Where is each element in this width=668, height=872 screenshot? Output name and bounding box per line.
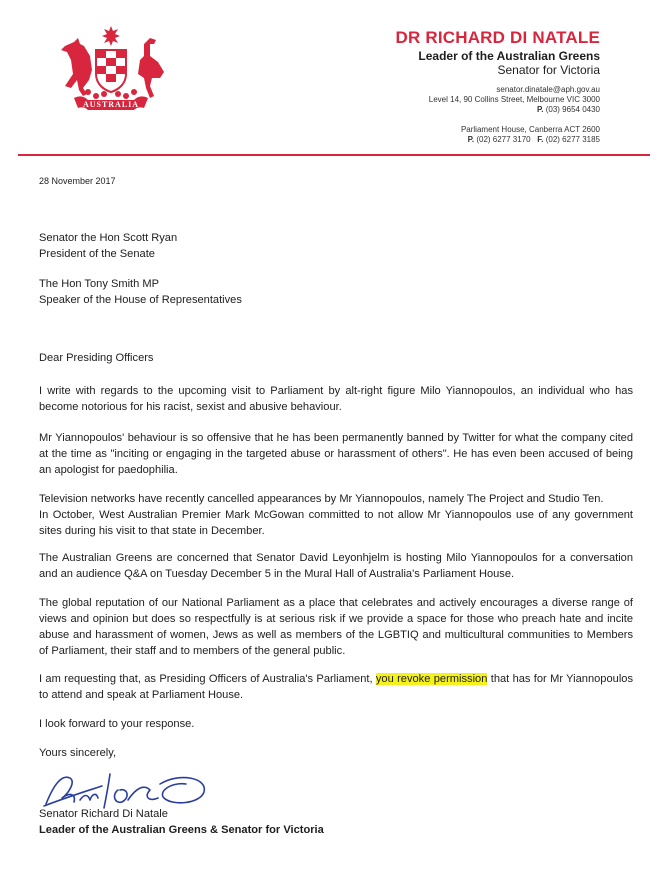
contact-details-canberra <box>395 125 600 145</box>
recipient-1-name: Senator the Hon Scott Ryan <box>39 232 178 244</box>
paragraph-6 <box>39 671 633 703</box>
sender-name: DR RICHARD DI NATALE <box>395 28 600 47</box>
paragraph-6-after: that has for Mr Yiannopoulos to attend and speak at Parliament House. <box>39 673 633 701</box>
email-address: senator.dinatale@aph.gov.au <box>496 85 600 94</box>
phone-label: P. <box>536 105 544 114</box>
phone-label: P. <box>467 135 475 144</box>
contact-details-melbourne <box>395 85 600 115</box>
paragraph-5: The global reputation of our National Parliament as a place that celebrates and actively encourages a diverse range of views and opinion but does so respectfully is at serious risk if we provide a space for those who preach hate and incite abuse and harassment of women, Jews as well as members of the LGBTIQ and multicultural communities to Members of Parliament, their staff and to members of the general public. <box>39 597 633 657</box>
recipient-1 <box>39 230 633 262</box>
parliament-phone-fax <box>395 135 600 145</box>
sender-role: Senator for Victoria <box>497 63 600 77</box>
sender-title: Leader of the Australian Greens <box>418 49 600 63</box>
crest-label: AUSTRALIA <box>82 100 140 109</box>
parliament-address: Parliament House, Canberra ACT 2600 <box>460 125 600 134</box>
paragraph-3-rest: In October, West Australian Premier Mark McGowan committed to not allow Mr Yiannopoulos use of any government sites during his visit to that state in December. <box>39 509 633 537</box>
letterhead-divider <box>18 154 650 156</box>
highlighted-request: you revoke permission <box>375 673 488 685</box>
recipient-2-title: Speaker of the House of Representatives <box>39 294 242 306</box>
closing: Yours sincerely, <box>39 747 117 759</box>
paragraph-7: I look forward to your response. <box>39 718 195 730</box>
office-phone <box>395 105 600 115</box>
phone-number: (02) 6277 3170 <box>476 135 531 144</box>
recipient-1-title: President of the Senate <box>39 248 155 260</box>
letter-date: 28 November 2017 <box>39 176 116 186</box>
letterhead-sender-block <box>395 28 600 145</box>
recipient-2 <box>39 276 633 308</box>
office-address: Level 14, 90 Collins Street, Melbourne VIC 3000 <box>428 95 600 104</box>
fax-number: (02) 6277 3185 <box>545 135 600 144</box>
phone-number: (03) 9654 0430 <box>545 105 600 114</box>
recipient-2-name: The Hon Tony Smith MP <box>39 278 160 290</box>
paragraph-3-line-1: Television networks have recently cancelled appearances by Mr Yiannopoulos, namely The Project and Studio Ten. <box>39 493 604 505</box>
paragraph-4: The Australian Greens are concerned that Senator David Leyonhjelm is hosting Milo Yiannopoulos for a conversation and an audience Q&A on Tuesday December 5 in the Mural Hall of Australia's Parliament House. <box>39 552 633 580</box>
paragraph-1: I write with regards to the upcoming visit to Parliament by alt-right figure Milo Yiannopoulos, an individual who has become notorious for his racist, sexist and abusive behaviour. <box>39 385 633 413</box>
signatory-title: Leader of the Australian Greens & Senator for Victoria <box>39 824 324 836</box>
paragraph-2: Mr Yiannopoulos' behaviour is so offensive that he has been permanently banned by Twitter for what the company cited at the time as "inciting or engaging in the targeted abuse or harassment of others". He has even been accused of being an apologist for paedophilia. <box>39 432 633 476</box>
salutation: Dear Presiding Officers <box>39 352 154 364</box>
paragraph-6-before: I am requesting that, as Presiding Officers of Australia's Parliament, <box>39 673 376 685</box>
australian-coat-of-arms-logo <box>52 24 170 116</box>
fax-label: F. <box>537 135 544 144</box>
signatory-name: Senator Richard Di Natale <box>39 808 168 820</box>
paragraph-3 <box>39 491 633 539</box>
